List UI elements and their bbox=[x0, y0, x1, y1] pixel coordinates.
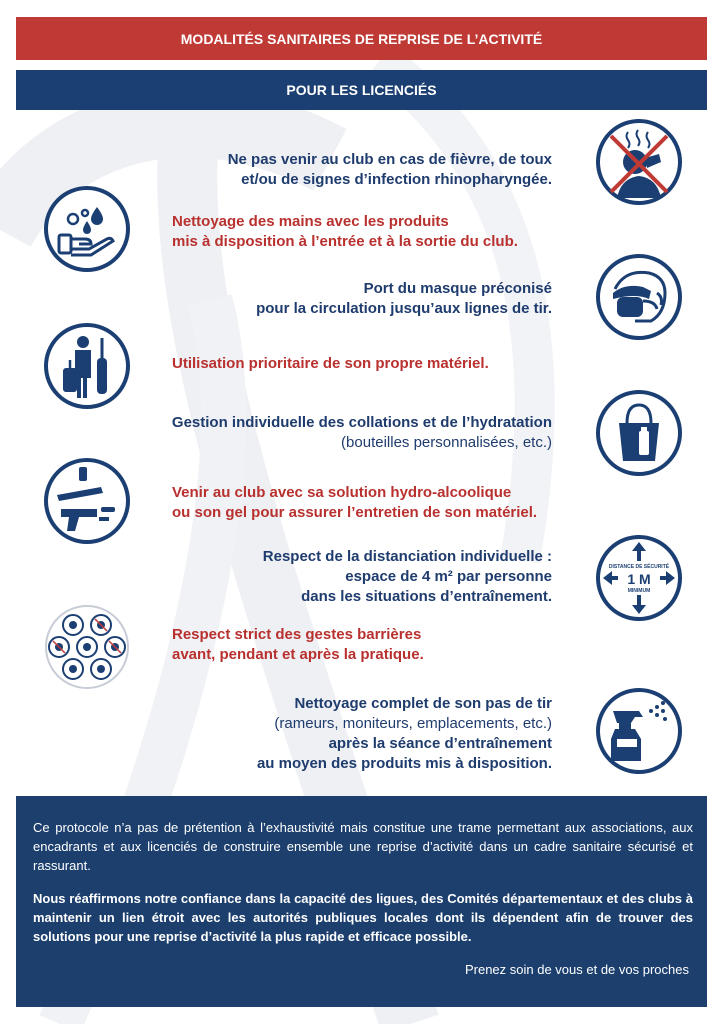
item-line: (rameurs, moniteurs, emplacements, etc.) bbox=[274, 715, 552, 732]
page-title: MODALITÉS SANITAIRES DE REPRISE DE L’ACTIVITÉ bbox=[16, 17, 707, 60]
item-line: dans les situations d’entraînement. bbox=[301, 588, 552, 605]
face-mask-icon bbox=[595, 253, 683, 341]
no-cough-icon bbox=[595, 118, 683, 206]
item-line: Nettoyage des mains avec les produits bbox=[172, 213, 449, 230]
barrier-gestures-icon bbox=[43, 603, 131, 691]
item-line: (bouteilles personnalisées, etc.) bbox=[341, 434, 552, 451]
distance-mid-label: 1 M bbox=[627, 571, 651, 587]
item-line: après la séance d’entraînement bbox=[328, 735, 552, 752]
footer-paragraph-1: Ce protocole n’a pas de prétention à l’exhaustivité mais constitue une trame permettant aux associations, aux encadrants et aux licenciés de construire ensemble une reprise d’activité dans un cadre sanitaire sécurisé et rassurant. bbox=[33, 820, 693, 873]
item-line: Respect strict des gestes barrières bbox=[172, 626, 422, 643]
footer-paragraph-2: Nous réaffirmons notre confiance dans la capacité des ligues, des Comités départementaux et des clubs à maintenir un lien étroit avec les autorités publiques locales dont ils dépendent afin de trouver des solutions pour une reprise d’activité la plus rapide et efficace possible. bbox=[33, 891, 693, 944]
item-hydration bbox=[172, 413, 552, 453]
item-line: mis à disposition à l’entrée et à la sortie du club. bbox=[172, 233, 518, 250]
item-line: Venir au club avec sa solution hydro-alcoolique bbox=[172, 484, 512, 501]
section-title: POUR LES LICENCIÉS bbox=[16, 70, 707, 110]
item-line: Respect de la distanciation individuelle : bbox=[262, 548, 552, 565]
item-line: avant, pendant et après la pratique. bbox=[172, 646, 424, 663]
item-barrier bbox=[172, 625, 424, 665]
bag-bottle-icon bbox=[595, 389, 683, 477]
footer-closing: Prenez soin de vous et de vos proches bbox=[464, 962, 689, 977]
item-line: Nettoyage complet de son pas de tir bbox=[294, 695, 552, 712]
item-mask bbox=[256, 279, 552, 319]
item-handwash bbox=[172, 212, 518, 252]
hand-wash-icon bbox=[43, 185, 131, 273]
item-line: ou son gel pour assurer l’entretien de son matériel. bbox=[172, 504, 538, 521]
spray-bottle-icon bbox=[595, 687, 683, 775]
distance-top-label: DISTANCE DE SÉCURITÉ bbox=[608, 564, 670, 570]
gel-pistol-icon bbox=[43, 457, 131, 545]
item-line: Ne pas venir au club en cas de fièvre, de toux bbox=[227, 151, 552, 168]
footer-panel bbox=[16, 796, 707, 1007]
item-line: espace de 4 m² par personne bbox=[345, 568, 552, 585]
item-line: et/ou de signes d’infection rhinopharyngée. bbox=[241, 171, 552, 188]
item-line: Utilisation prioritaire de son propre matériel. bbox=[172, 355, 489, 372]
distance-bot-label: MINIMUM bbox=[627, 588, 651, 594]
item-line: pour la circulation jusqu’aux lignes de tir. bbox=[256, 300, 552, 317]
item-line: au moyen des produits mis à disposition. bbox=[256, 755, 552, 772]
item-own-equipment bbox=[172, 354, 489, 374]
item-line: Port du masque préconisé bbox=[363, 280, 552, 297]
item-line: Gestion individuelle des collations et de l’hydratation bbox=[171, 414, 552, 431]
own-equipment-icon bbox=[43, 322, 131, 410]
item-cleaning bbox=[257, 694, 552, 774]
item-gel bbox=[172, 483, 537, 523]
distance-1m-icon bbox=[595, 534, 683, 622]
item-distance bbox=[263, 547, 552, 607]
item-fever bbox=[228, 150, 552, 190]
